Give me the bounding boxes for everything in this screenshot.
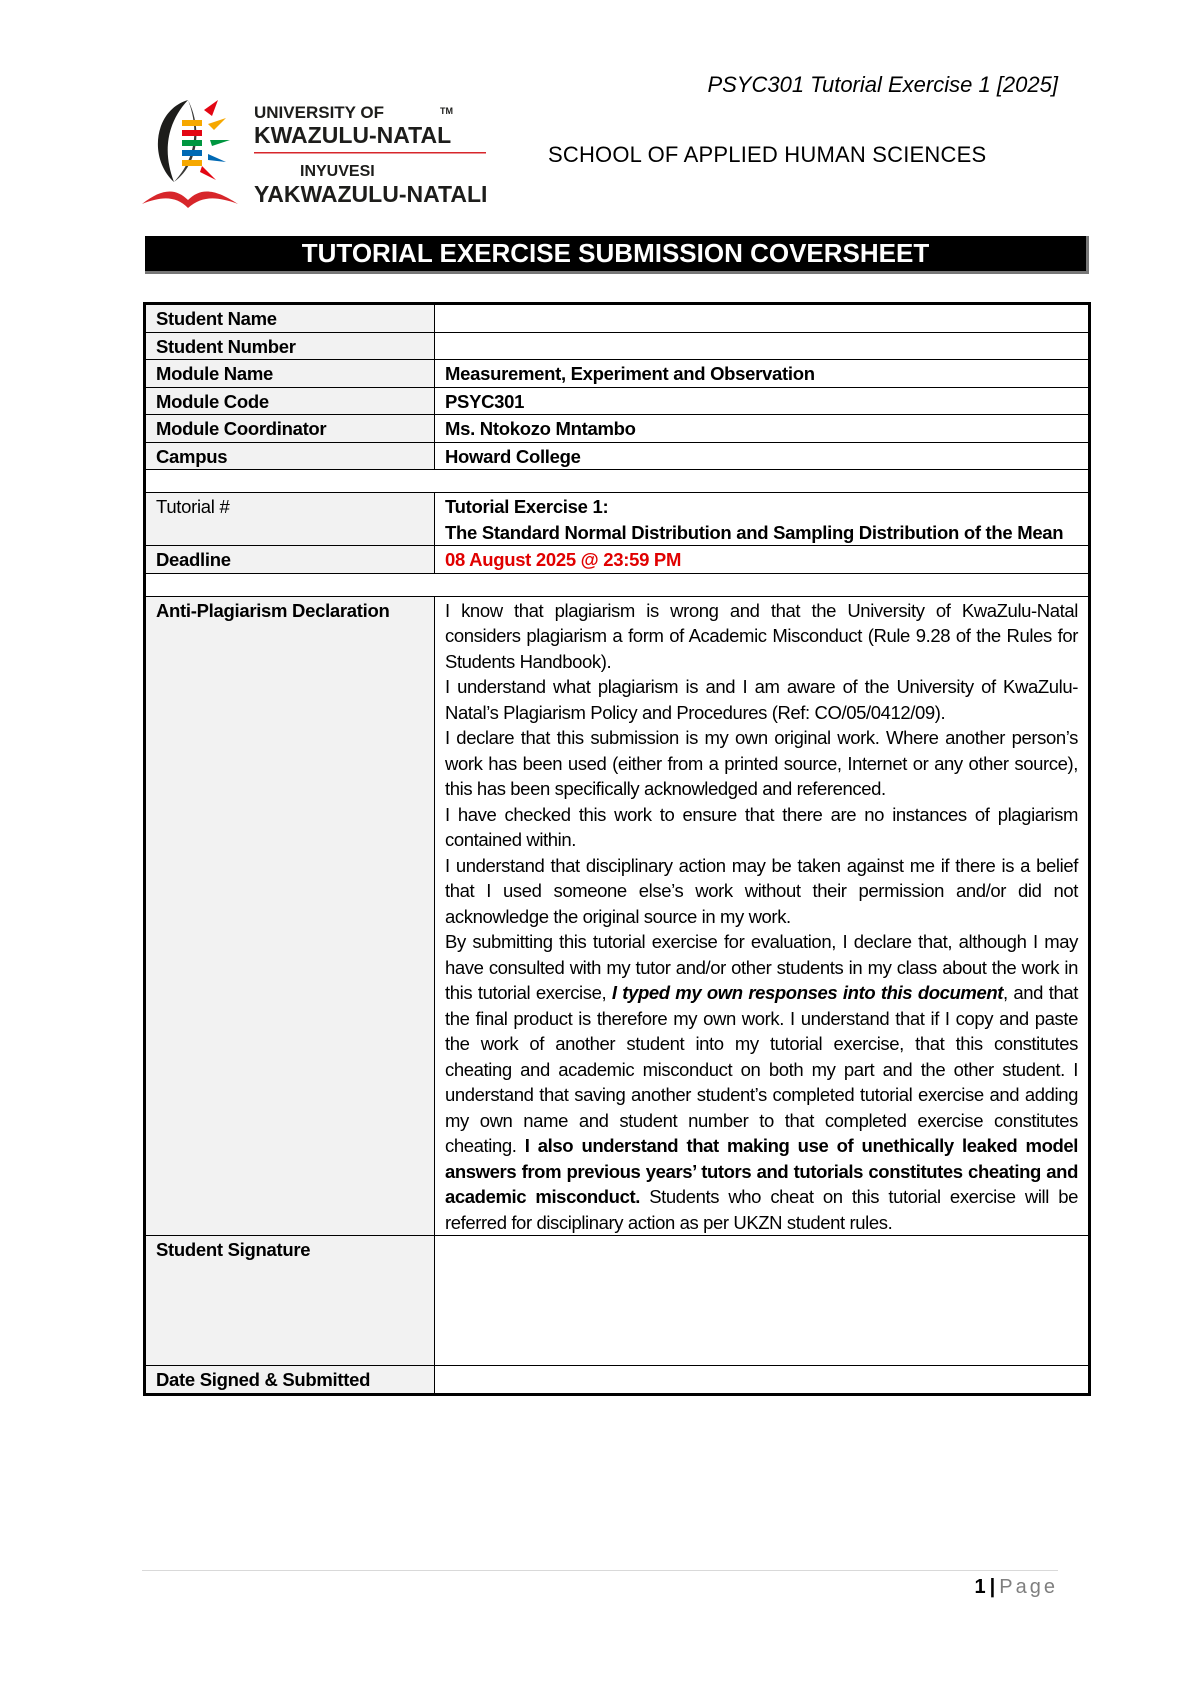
logo-line4: YAKWAZULU-NATALI	[254, 181, 488, 207]
signature-label: Student Signature	[145, 1236, 435, 1366]
tutorial-value	[435, 493, 1090, 546]
row-student-number	[145, 332, 1090, 360]
page-number-value: 1	[974, 1576, 986, 1598]
module-coordinator-label: Module Coordinator	[145, 415, 435, 443]
university-logo	[142, 96, 502, 214]
spacer-row	[145, 470, 1090, 493]
footer-divider	[142, 1570, 1058, 1571]
row-module-code	[145, 387, 1090, 415]
campus-value: Howard College	[435, 442, 1090, 470]
campus-label: Campus	[145, 442, 435, 470]
ukzn-logo-graphic	[142, 96, 502, 214]
declaration-paragraph: I declare that this submission is my own original work. Where another person’s work has been used (either from a printed source, Internet or any other source), this has been specifically acknowledged and referenced.	[445, 727, 1078, 799]
student-number-label: Student Number	[145, 332, 435, 360]
logo-line1: UNIVERSITY OF	[254, 103, 385, 122]
row-tutorial	[145, 493, 1090, 546]
declaration-emphasis-typed: I typed my own responses into this document	[611, 982, 1004, 1003]
row-module-coordinator	[145, 415, 1090, 443]
module-coordinator-value: Ms. Ntokozo Mntambo	[435, 415, 1090, 443]
page-number-separator: |	[989, 1576, 996, 1598]
page-number	[975, 1576, 1058, 1599]
declaration-text	[435, 596, 1090, 1236]
logo-line3: INYUVESI	[300, 163, 375, 180]
date-signed-field[interactable]	[435, 1366, 1090, 1395]
module-code-value: PSYC301	[435, 387, 1090, 415]
logo-tm: TM	[440, 106, 453, 116]
logo-divider	[254, 152, 486, 154]
module-name-value: Measurement, Experiment and Observation	[435, 360, 1090, 388]
row-deadline	[145, 546, 1090, 574]
spacer-row	[145, 573, 1090, 596]
spacer-cell	[145, 470, 1090, 493]
declaration-paragraph: I have checked this work to ensure that there are no instances of plagiarism contained within.	[445, 803, 1078, 850]
row-signature	[145, 1236, 1090, 1366]
logo-line2: KWAZULU-NATAL	[254, 122, 452, 148]
ukzn-emblem-icon	[142, 100, 238, 208]
deadline-label: Deadline	[145, 546, 435, 574]
module-name-label: Module Name	[145, 360, 435, 388]
page-word: Page	[999, 1576, 1058, 1598]
signature-field[interactable]	[435, 1236, 1090, 1366]
declaration-emphasis-leaked: I also understand that making use of unethically leaked model answers from previous years’ tutors and tutorials constitutes cheating and academic misconduct.	[445, 1135, 1078, 1207]
row-date-signed	[145, 1366, 1090, 1395]
module-code-label: Module Code	[145, 387, 435, 415]
tutorial-label: Tutorial #	[145, 493, 435, 546]
student-name-field[interactable]	[435, 304, 1090, 333]
deadline-value: 08 August 2025 @ 23:59 PM	[435, 546, 1090, 574]
declaration-paragraph: I know that plagiarism is wrong and that the University of KwaZulu-Natal considers plagiarism a form of Academic Misconduct (Rule 9.28 of the Rules for Students Handbook).	[445, 599, 1078, 672]
student-number-field[interactable]	[435, 332, 1090, 360]
declaration-paragraph-final	[445, 929, 1078, 1235]
declaration-label: Anti-Plagiarism Declaration	[145, 596, 435, 1236]
declaration-text-part: Students who cheat on this tutorial exercise will be referred for disciplinary action as per UKZN student rules.	[445, 1186, 1079, 1233]
declaration-paragraph: I understand that disciplinary action may be taken against me if there is a belief that I used someone else’s work without their permission and/or did not acknowledge the original source in my work.	[445, 854, 1078, 927]
coversheet-title: TUTORIAL EXERCISE SUBMISSION COVERSHEET	[145, 236, 1089, 274]
row-student-name	[145, 304, 1090, 333]
course-header-note: PSYC301 Tutorial Exercise 1 [2025]	[707, 72, 1058, 97]
student-name-label: Student Name	[145, 304, 435, 333]
coversheet-table	[143, 302, 1091, 1396]
school-name: SCHOOL OF APPLIED HUMAN SCIENCES	[548, 142, 987, 167]
spacer-cell	[145, 573, 1090, 596]
date-signed-label: Date Signed & Submitted	[145, 1366, 435, 1395]
row-declaration	[145, 596, 1090, 1236]
row-campus	[145, 442, 1090, 470]
declaration-text-part: By submitting this tutorial exercise for evaluation, I declare that, although I may have consulted with my tutor and/or other students in my class about the work in this tutorial exercise,	[445, 931, 1078, 1003]
row-module-name	[145, 360, 1090, 388]
tutorial-value-line2: The Standard Normal Distribution and Sampling Distribution of the Mean	[445, 521, 1064, 543]
tutorial-value-line1: Tutorial Exercise 1:	[445, 496, 609, 517]
declaration-text-part: , and that the final product is therefore my own work. I understand that if I copy and paste the work of another student into my tutorial exercise, that this constitutes cheating and academic misconduct on both my part and the other student. I understand that saving another student’s completed tutorial exercise and adding my own name and student number to that completed exercise constitutes cheating.	[445, 982, 1078, 1156]
declaration-paragraph: I understand what plagiarism is and I am aware of the University of KwaZulu-Natal’s Plagiarism Policy and Procedures (Ref: CO/05/0412/09).	[445, 676, 1078, 723]
